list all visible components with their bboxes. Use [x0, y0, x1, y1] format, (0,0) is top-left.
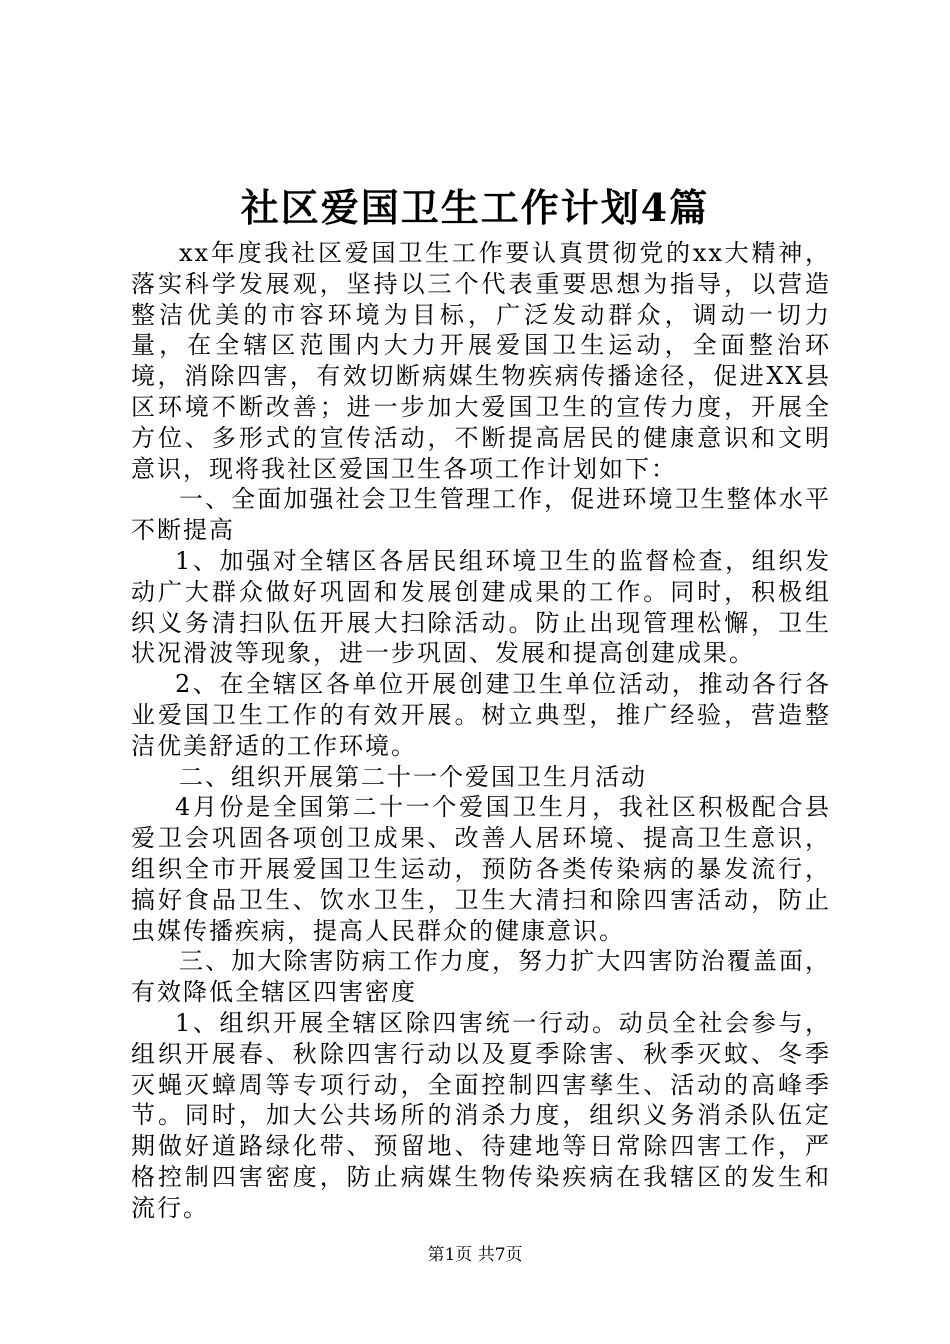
section-1-item-1: 1、加强对全辖区各居民组环境卫生的监督检查，组织发动广大群众做好巩固和发展创建成果的工作。同时，积极组织义务清扫队伍开展大扫除活动。防止出现管理松懈，卫生状况滑波等现象，进一步巩固、发展和提高创建成果。 — [131, 546, 831, 668]
document-title: 社区爱国卫生工作计划4篇 — [240, 185, 710, 230]
section-heading-3: 三、加大除害防病工作力度，努力扩大四害防治覆盖面，有效降低全辖区四害密度 — [131, 947, 831, 1007]
section-3-item-1: 1、组织开展全辖区除四害统一行动。动员全社会参与，组织开展春、秋除四害行动以及夏季除害、秋季灭蚊、冬季灭蝇灭蟑周等专项行动，全面控制四害孳生、活动的高峰季节。同时，加大公共场所的消杀力度，组织义务消杀队伍定期做好道路绿化带、预留地、待建地等日常除四害工作，严格控制四害密度，防止病媒生物传染疾病在我辖区的发生和流行。 — [131, 1008, 831, 1222]
section-2-paragraph: 4月份是全国第二十一个爱国卫生月，我社区积极配合县爱卫会巩固各项创卫成果、改善人居环境、提高卫生意识，组织全市开展爱国卫生运动，预防各类传染病的暴发流行，搞好食品卫生、饮水卫生，卫生大清扫和除四害活动，防止虫媒传播疾病，提高人民群众的健康意识。 — [131, 793, 831, 945]
document-body — [131, 238, 831, 1224]
page-footer: 第1页 共7页 — [427, 1245, 523, 1265]
section-heading-1: 一、全面加强社会卫生管理工作，促进环境卫生整体水平不断提高 — [131, 485, 831, 545]
section-1-item-2: 2、在全辖区各单位开展创建卫生单位活动，推动各行各业爱国卫生工作的有效开展。树立典型，推广经验，营造整洁优美舒适的工作环境。 — [131, 670, 831, 760]
intro-paragraph: xx年度我社区爱国卫生工作要认真贯彻党的xx大精神，落实科学发展观，坚持以三个代表重要思想为指导，以营造整洁优美的市容环境为目标，广泛发动群众，调动一切力量，在全辖区范围内大力开展爱国卫生运动，全面整治环境，消除四害，有效切断病媒生物疾病传播途径，促进XX县区环境不断改善；进一步加大爱国卫生的宣传力度，开展全方位、多形式的宣传活动，不断提高居民的健康意识和文明意识，现将我社区爱国卫生各项工作计划如下： — [131, 239, 831, 483]
section-heading-2: 二、组织开展第二十一个爱国卫生月活动 — [179, 762, 647, 791]
